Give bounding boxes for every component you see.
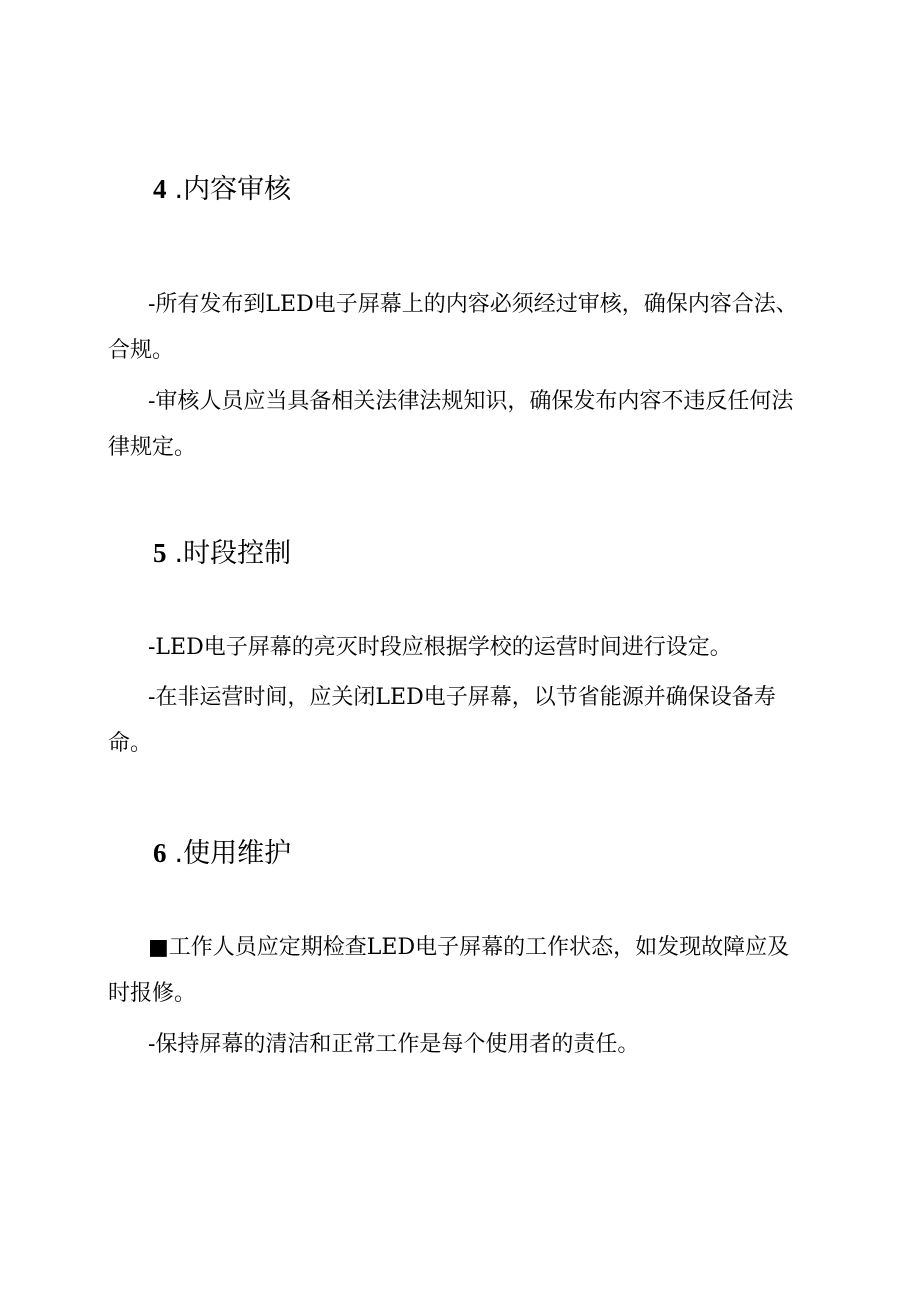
section-title: .内容审核 — [174, 174, 292, 205]
section-title: .使用维护 — [174, 838, 292, 869]
section-heading-6 — [153, 840, 291, 867]
paragraph: ■工作人员应定期检查LED电子屏幕的工作状态，如发现故障应及时报修。 — [108, 935, 790, 1006]
section-number: 5 — [153, 538, 167, 568]
section-title: .时段控制 — [174, 538, 292, 569]
paragraph: -LED电子屏幕的亮灭时段应根据学校的运营时间进行设定。 — [148, 635, 732, 660]
section-heading-5 — [153, 540, 291, 567]
paragraph: -在非运营时间，应关闭LED电子屏幕，以节省能源并确保设备寿命。 — [108, 685, 776, 756]
section-heading-4 — [153, 176, 291, 203]
paragraph: -保持屏幕的清洁和正常工作是每个使用者的责任。 — [148, 1032, 640, 1057]
section-number: 6 — [153, 838, 167, 868]
paragraph: -审核人员应当具备相关法律法规知识，确保发布内容不违反任何法律规定。 — [108, 389, 794, 460]
paragraph: -所有发布到LED电子屏幕上的内容必须经过审核，确保内容合法、合规。 — [108, 292, 798, 363]
section-number: 4 — [153, 174, 167, 204]
